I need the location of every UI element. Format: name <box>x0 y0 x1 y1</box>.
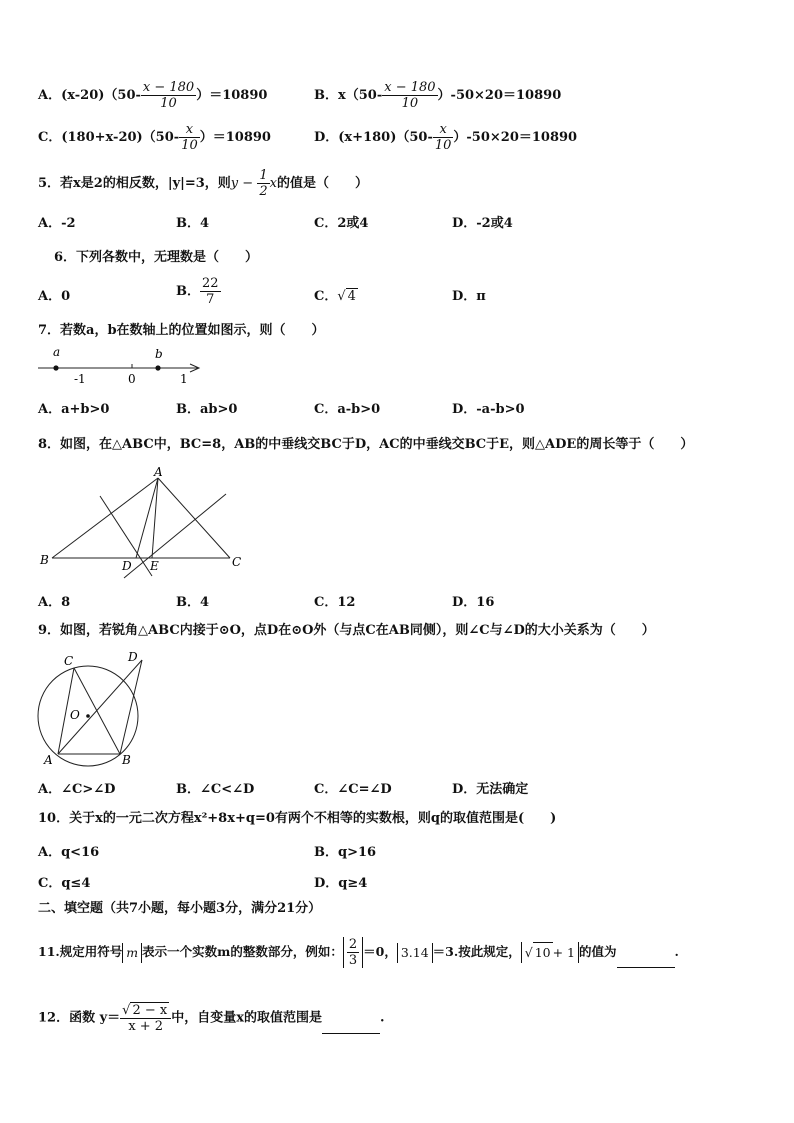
q5-frac-num: 1 <box>259 168 268 183</box>
q5-option-c[interactable]: C．2或4 <box>314 216 369 231</box>
q11-part-5: 的值为 <box>579 944 617 959</box>
q6-c-prefix: C． <box>314 289 338 304</box>
q6-b-prefix: B． <box>176 284 200 299</box>
q5-frac-den: 2 <box>259 184 268 199</box>
q11-stem <box>38 937 679 968</box>
q7-point-b <box>155 365 160 370</box>
q11-floor-sqrt <box>521 942 579 963</box>
q8-option-c[interactable]: C．12 <box>314 595 356 610</box>
q7-option-b[interactable]: B．ab>0 <box>176 402 238 417</box>
q10-option-b[interactable]: B．q>16 <box>314 845 377 860</box>
q6-option-c[interactable] <box>314 285 358 304</box>
q9-segment-ad <box>58 660 142 754</box>
q4-c-prefix: C．(180+x-20)（50- <box>38 130 180 145</box>
q6-b-den: 7 <box>200 291 221 307</box>
q9-label-d: D <box>128 650 138 664</box>
q4-c-fraction <box>179 122 200 153</box>
q6-option-d[interactable]: D．π <box>452 289 486 304</box>
q4-c-frac-den: 10 <box>181 138 198 153</box>
q5-stem <box>38 168 368 199</box>
q4-c-suffix: ）＝10890 <box>199 130 271 145</box>
q8-option-b[interactable]: B．4 <box>176 595 210 610</box>
q12-radical-sign-icon: √ <box>122 1003 131 1018</box>
q7-label-b: b <box>155 347 163 361</box>
q4-b-frac-den: 10 <box>382 95 437 111</box>
q5-fraction <box>257 168 269 199</box>
q8-triangle-figure <box>36 466 244 582</box>
q12-stem <box>38 1002 385 1034</box>
q11-fraction <box>347 937 359 968</box>
q6-stem: 6．下列各数中，无理数是（ ） <box>54 250 259 265</box>
q4-option-b[interactable] <box>314 80 561 111</box>
q10-option-d[interactable]: D．q≥4 <box>314 876 368 891</box>
q4-a-frac-den: 10 <box>141 95 196 111</box>
q7-option-d[interactable]: D．-a-b>0 <box>452 402 525 417</box>
q12-answer-blank[interactable] <box>322 1019 380 1034</box>
q11-frac-den: 3 <box>348 953 358 968</box>
q4-a-prefix: A．(x-20)（50- <box>38 88 141 103</box>
q9-center-point <box>86 714 90 718</box>
q11-part-2: 表示一个实数m的整数部分，例如： <box>142 944 343 959</box>
q7-label-one: 1 <box>180 372 188 386</box>
q4-a-fraction <box>141 80 196 111</box>
q9-option-a[interactable]: A．∠C>∠D <box>38 782 116 797</box>
q11-floor-314 <box>397 943 433 963</box>
q9-option-c[interactable]: C．∠C=∠D <box>314 782 392 797</box>
q7-number-line <box>36 344 206 386</box>
q4-d-suffix: ）-50×20＝10890 <box>453 130 578 145</box>
q8-option-d[interactable]: D．16 <box>452 595 495 610</box>
q4-b-suffix: ）-50×20＝10890 <box>437 88 562 103</box>
q6-option-a[interactable]: A．0 <box>38 289 71 304</box>
q4-b-fraction <box>382 80 437 111</box>
q4-d-frac-num: x <box>439 122 447 137</box>
q9-label-c: C <box>64 654 74 668</box>
q8-option-a[interactable]: A．8 <box>38 595 71 610</box>
q7-option-a[interactable]: A．a+b>0 <box>38 402 110 417</box>
q11-frac-num: 2 <box>348 937 358 952</box>
q5-expr-y: y <box>230 176 239 191</box>
q5-expr-x: x <box>269 176 277 191</box>
q11-floor-frac <box>343 937 363 968</box>
q4-option-c[interactable] <box>38 122 271 153</box>
q4-b-prefix: B．x（50- <box>314 88 383 103</box>
q4-option-d[interactable] <box>314 122 577 153</box>
q11-part-1: 11.规定用符号 <box>38 944 123 959</box>
q9-label-a: A <box>44 753 53 767</box>
q12-radicand: 2 − x <box>132 1003 168 1018</box>
q5-stem-a: 5．若x是2的相反数，|y|=3，则 <box>38 176 231 191</box>
q7-option-c[interactable]: C．a-b>0 <box>314 402 381 417</box>
q9-label-b: B <box>122 753 131 767</box>
q5-stem-b: 的值是（ ） <box>276 176 368 191</box>
q11-m: m <box>126 944 139 960</box>
q8-label-c: C <box>232 555 242 569</box>
q11-part-4: ＝3.按此规定， <box>432 944 521 959</box>
q4-d-frac-den: 10 <box>434 138 452 153</box>
q11-part-3: ＝0， <box>363 944 397 959</box>
q9-label-o: O <box>70 708 80 722</box>
q4-d-fraction <box>433 122 454 153</box>
q8-label-d: D <box>122 559 132 573</box>
q11-value-314: 3.14 <box>400 944 429 960</box>
q6-c-radicand: 4 <box>347 289 356 304</box>
q9-option-d[interactable]: D．无法确定 <box>452 782 529 797</box>
q8-side-ac <box>158 478 230 558</box>
q4-b-frac-num: x − 180 <box>384 80 436 95</box>
q8-side-ab <box>52 478 158 558</box>
q9-stem: 9．如图，若锐角△ABC内接于⊙O，点D在⊙O外（与点C在AB同侧），则∠C与∠D的大小关系为（ ） <box>38 623 655 638</box>
q12-part-1: 12．函数 y＝ <box>38 1010 121 1026</box>
q8-label-b: B <box>40 553 49 567</box>
q11-plus-one: + 1 <box>552 945 576 960</box>
q12-frac-num <box>120 1002 171 1018</box>
q7-stem: 7．若数a，b在数轴上的位置如图示，则（ ） <box>38 323 325 338</box>
q4-d-prefix: D．(x+180)（50- <box>314 130 433 145</box>
q11-radical-sign-icon: √ <box>524 945 533 960</box>
q12-part-2: 中，自变量x的取值范围是 <box>171 1010 322 1026</box>
q9-segment-bd <box>120 660 142 754</box>
q4-c-frac-num: x <box>185 122 194 137</box>
q9-option-b[interactable]: B．∠C<∠D <box>176 782 255 797</box>
q11-answer-blank[interactable] <box>617 953 675 968</box>
q7-point-a <box>53 365 58 370</box>
q5-option-b[interactable]: B．4 <box>176 216 210 231</box>
q5-option-d[interactable]: D．-2或4 <box>452 216 513 231</box>
q7-label-neg1: -1 <box>74 372 86 386</box>
q8-label-a: A <box>154 466 163 479</box>
q8-stem: 8．如图，在△ABC中，BC=8，AB的中垂线交BC于D，AC的中垂线交BC于E，则△ADE的周长等于（ ） <box>38 437 694 452</box>
q4-option-a[interactable] <box>38 80 267 111</box>
q12-fraction <box>120 1002 171 1034</box>
q4-a-suffix: ）＝10890 <box>196 88 268 103</box>
q4-a-frac-num: x − 180 <box>142 80 195 95</box>
section-2-title: 二、填空题（共7小题，每小题3分，满分21分） <box>38 901 322 916</box>
q10-option-a[interactable]: A．q<16 <box>38 845 100 860</box>
q6-b-fraction <box>200 276 221 307</box>
q11-part-6: . <box>674 944 679 959</box>
q7-label-a: a <box>53 345 61 359</box>
q6-radical-sign: √ <box>337 289 346 304</box>
q11-radicand: 10 <box>533 942 553 963</box>
q10-stem: 10．关于x的一元二次方程x²+8x+q=0有两个不相等的实数根，则q的取值范围是( ) <box>38 811 557 826</box>
q9-circle-figure <box>36 648 156 770</box>
q12-frac-den: x + 2 <box>120 1018 171 1034</box>
q6-option-b[interactable] <box>176 276 221 307</box>
q8-label-e: E <box>150 559 159 573</box>
q5-expr-minus: − <box>238 176 258 191</box>
q12-part-3: . <box>380 1010 385 1026</box>
q11-floor-m <box>122 943 142 963</box>
q6-b-num: 22 <box>202 276 219 291</box>
q5-option-a[interactable]: A．-2 <box>38 216 76 231</box>
q10-option-c[interactable]: C．q≤4 <box>38 876 91 891</box>
q7-label-zero: 0 <box>128 372 136 386</box>
